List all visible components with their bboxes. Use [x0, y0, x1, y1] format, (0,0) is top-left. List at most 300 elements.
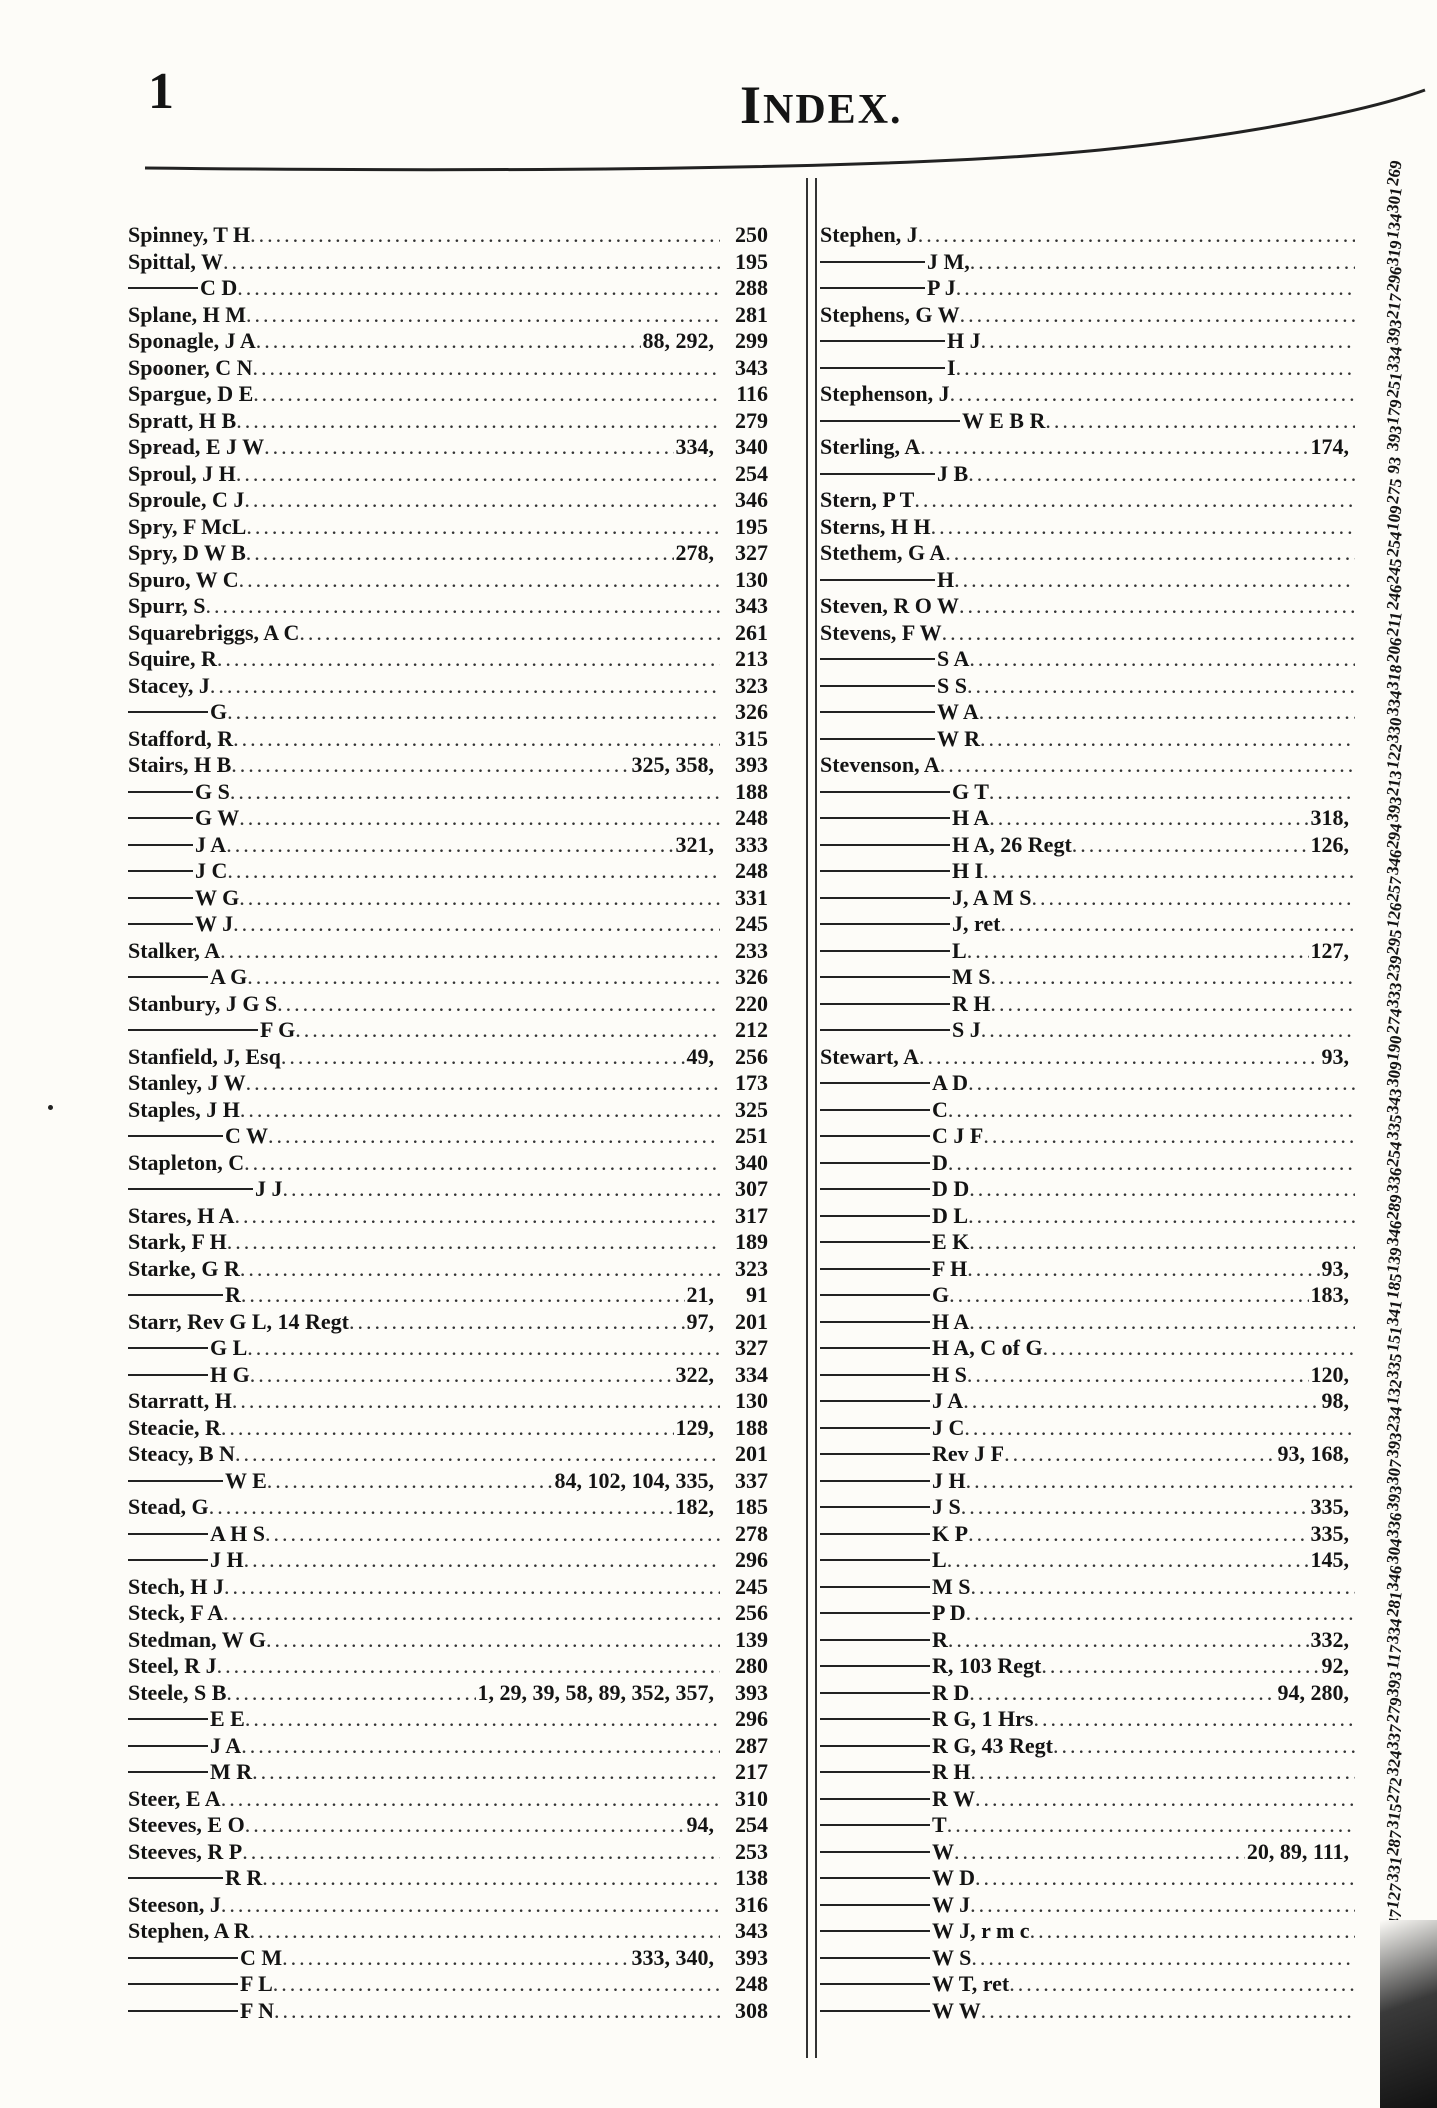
index-entry	[820, 1176, 1355, 1203]
entry-page: 333	[735, 831, 768, 857]
entry-name: H A, 26 Regt	[952, 831, 1072, 857]
ditto-dash	[820, 340, 945, 342]
leader-dots	[991, 964, 1356, 991]
entry-name: H G	[210, 1361, 250, 1387]
ditto-dash	[128, 976, 208, 978]
margin-page-number: 272	[1382, 1775, 1406, 1804]
margin-page-number: 343	[1382, 1086, 1406, 1115]
index-entry	[128, 540, 768, 567]
entry-page: 201	[735, 1308, 768, 1334]
entry-name: Spargue, D E	[128, 381, 254, 406]
entry-name: Steeves, E O	[128, 1812, 245, 1837]
leader-dots	[920, 434, 1308, 461]
leader-dots	[244, 487, 720, 514]
leader-dots	[1072, 832, 1309, 859]
entry-name: J J	[255, 1176, 283, 1201]
entry-page: 189	[735, 1229, 768, 1254]
ditto-dash	[820, 1374, 930, 1376]
entry-name: W T, ret	[932, 1971, 1010, 1996]
leader-dots	[975, 1865, 1355, 1892]
margin-page-number: 206	[1382, 635, 1406, 665]
leader-dots	[975, 1786, 1355, 1813]
entry-additional-pages: 93,	[1321, 1043, 1349, 1069]
entry-name: G L	[210, 1335, 248, 1360]
entry-name: Spittal, W	[128, 248, 223, 274]
index-entry	[820, 408, 1355, 435]
entry-additional-pages: 94,	[686, 1812, 714, 1837]
ditto-dash	[820, 1294, 930, 1296]
ditto-dash	[128, 1771, 208, 1773]
leader-dots	[1009, 1971, 1355, 1998]
entry-additional-pages: 88, 292,	[642, 328, 714, 353]
leader-dots	[268, 1123, 720, 1150]
entry-name: Stares, H A	[128, 1202, 235, 1228]
leader-dots	[281, 1044, 685, 1071]
leader-dots	[253, 355, 721, 382]
ditto-dash	[820, 473, 935, 475]
entry-name: Sponagle, J A	[128, 328, 256, 353]
leader-dots	[970, 249, 1355, 276]
entry-page: 188	[735, 1414, 768, 1440]
entry-name: Steck, F A	[128, 1600, 224, 1625]
entry-page: 279	[735, 407, 768, 433]
index-entry	[820, 487, 1355, 514]
entry-name: Stanley, J W	[128, 1070, 246, 1095]
leader-dots	[969, 1229, 1355, 1256]
entry-name: R	[932, 1626, 948, 1652]
index-entry	[128, 1733, 768, 1760]
entry-name: P D	[932, 1600, 966, 1625]
leader-dots	[226, 1680, 475, 1707]
entry-page: 326	[735, 699, 768, 724]
entry-name: J B	[937, 460, 969, 486]
margin-page-number: 393	[1382, 1483, 1406, 1513]
entry-name: H A	[952, 805, 990, 830]
entry-page: 310	[735, 1785, 768, 1811]
entry-page: 138	[735, 1865, 768, 1890]
index-entry	[820, 1812, 1355, 1839]
index-entry	[128, 487, 768, 514]
margin-page-number: 217	[1382, 291, 1406, 320]
leader-dots	[220, 938, 720, 965]
leader-dots	[968, 1070, 1355, 1097]
leader-dots	[956, 275, 1355, 302]
entry-page: 393	[735, 1679, 768, 1705]
index-entry	[128, 1017, 768, 1044]
leader-dots	[221, 1892, 720, 1919]
index-entry	[128, 514, 768, 541]
index-entry	[820, 1415, 1355, 1442]
entry-additional-pages: 94, 280,	[1277, 1679, 1349, 1705]
entry-additional-pages: 93,	[1321, 1255, 1349, 1281]
leader-dots	[349, 1309, 685, 1336]
entry-name: Steele, S B	[128, 1679, 227, 1705]
index-entry	[820, 752, 1355, 779]
index-entry	[128, 275, 768, 302]
entry-name: K P	[932, 1520, 969, 1546]
leader-dots	[968, 461, 1355, 488]
entry-page: 325	[735, 1096, 768, 1122]
index-entry	[128, 1229, 768, 1256]
index-entry	[820, 779, 1355, 806]
index-entry	[128, 1150, 768, 1177]
entry-name: Stafford, R	[128, 725, 234, 751]
leader-dots	[240, 1097, 720, 1124]
margin-page-number: 281	[1382, 1589, 1406, 1619]
leader-dots	[247, 1335, 720, 1362]
entry-page: 245	[735, 1573, 768, 1599]
entry-name: W E	[225, 1467, 267, 1493]
index-entry	[128, 1812, 768, 1839]
ditto-dash	[820, 1877, 930, 1879]
entry-name: Sterns, H H	[820, 513, 931, 539]
index-entry	[128, 1362, 768, 1389]
ditto-dash	[820, 923, 950, 925]
leader-dots	[221, 1415, 674, 1442]
leader-dots	[1031, 885, 1355, 912]
index-entry	[820, 593, 1355, 620]
leader-dots	[940, 752, 1355, 779]
margin-page-number: 190	[1382, 1033, 1406, 1062]
entry-page: 296	[735, 1706, 768, 1731]
entry-name: S S	[937, 672, 967, 698]
entry-name: A H S	[210, 1520, 266, 1546]
ditto-dash	[820, 579, 935, 581]
ditto-dash	[820, 1586, 930, 1588]
margin-page-number: 134	[1382, 211, 1406, 241]
leader-dots	[981, 1017, 1355, 1044]
margin-page-number: 319	[1382, 238, 1406, 267]
margin-page-number: 393	[1382, 1430, 1406, 1460]
index-entry	[820, 1335, 1355, 1362]
ditto-dash	[128, 2010, 238, 2012]
leader-dots	[991, 991, 1356, 1018]
entry-page: 316	[735, 1891, 768, 1917]
leader-dots	[250, 222, 720, 249]
margin-page-number: 336	[1382, 1165, 1406, 1195]
entry-page: 326	[735, 964, 768, 989]
margin-page-number: 346	[1382, 1218, 1406, 1248]
index-entry	[820, 461, 1355, 488]
entry-page: 299	[735, 328, 768, 353]
ditto-dash	[128, 1374, 208, 1376]
margin-page-number: 287	[1382, 1828, 1406, 1857]
entry-name: J A	[210, 1732, 242, 1758]
entry-additional-pages: 120,	[1310, 1361, 1349, 1387]
leader-dots	[256, 328, 641, 355]
index-entry	[820, 1786, 1355, 1813]
leader-dots	[1041, 1653, 1319, 1680]
entry-name: Sproule, C J	[128, 487, 245, 512]
index-entry	[820, 1309, 1355, 1336]
leader-dots	[245, 1706, 720, 1733]
leader-dots	[981, 1998, 1355, 2025]
entry-name: Sterling, A	[820, 434, 921, 459]
ditto-dash	[820, 1559, 930, 1561]
entry-name: G S	[195, 778, 230, 804]
margin-page-number: 245	[1382, 556, 1406, 585]
index-entry	[820, 567, 1355, 594]
index-entry	[820, 620, 1355, 647]
margin-page-number: 151	[1382, 1324, 1406, 1354]
entry-name: L	[932, 1547, 947, 1572]
index-entry	[820, 1123, 1355, 1150]
index-entry	[820, 1706, 1355, 1733]
leader-dots	[230, 779, 720, 806]
leader-dots	[241, 1733, 720, 1760]
index-entry	[820, 1017, 1355, 1044]
entry-name: Spry, D W B	[128, 540, 246, 565]
margin-page-number: 179	[1382, 397, 1406, 426]
entry-name: Stech, H J	[128, 1573, 224, 1599]
entry-additional-pages: 21,	[686, 1282, 714, 1307]
leader-dots	[959, 593, 1355, 620]
leader-dots	[264, 434, 673, 461]
ditto-dash	[820, 1612, 930, 1614]
ditto-dash	[820, 1692, 930, 1694]
entry-additional-pages: 92,	[1321, 1653, 1349, 1678]
ditto-dash	[128, 1188, 253, 1190]
entry-name: J H	[932, 1467, 966, 1493]
margin-page-number: 126	[1382, 900, 1406, 930]
entry-name: Spry, F McL	[128, 513, 247, 539]
entry-page: 253	[735, 1838, 768, 1864]
margin-page-number: 127	[1382, 1881, 1406, 1910]
entry-page: 188	[735, 778, 768, 804]
entry-page: 116	[736, 381, 768, 406]
leader-dots	[967, 938, 1309, 965]
leader-dots	[950, 381, 1355, 408]
entry-page: 217	[735, 1759, 768, 1784]
leader-dots	[239, 805, 720, 832]
leader-dots	[971, 1574, 1356, 1601]
index-entry	[128, 302, 768, 329]
entry-name: J S	[932, 1494, 961, 1519]
ditto-dash	[128, 1877, 223, 1879]
entry-page: 307	[735, 1176, 768, 1201]
ditto-dash	[820, 1029, 950, 1031]
leader-dots	[968, 1203, 1355, 1230]
entry-page: 250	[735, 222, 768, 247]
leader-dots	[227, 699, 720, 726]
entry-name: D	[932, 1149, 948, 1175]
ditto-dash	[128, 817, 193, 819]
entry-name: D D	[932, 1176, 970, 1201]
entry-name: J, ret	[952, 911, 1001, 936]
margin-page-number: 296	[1382, 264, 1406, 294]
ditto-dash	[820, 1798, 930, 1800]
index-entry	[128, 832, 768, 859]
entry-page: 245	[735, 911, 768, 936]
index-entry	[128, 328, 768, 355]
ditto-dash	[128, 711, 208, 713]
ditto-dash	[128, 1029, 258, 1031]
entry-additional-pages: 333, 340,	[631, 1944, 714, 1970]
entry-name: R D	[932, 1679, 970, 1705]
entry-name: C J F	[932, 1123, 984, 1148]
entry-additional-pages: 174,	[1310, 434, 1349, 459]
ditto-dash	[820, 1109, 930, 1111]
ditto-dash	[820, 1930, 930, 1932]
entry-name: Stern, P T	[820, 487, 915, 512]
entry-name: W	[932, 1838, 954, 1864]
margin-page-number: 334	[1382, 1616, 1406, 1645]
ditto-dash	[128, 923, 193, 925]
entry-page: 393	[735, 1944, 768, 1970]
ditto-dash	[820, 685, 935, 687]
index-entry	[128, 1547, 768, 1574]
entry-name: Staples, J H	[128, 1096, 240, 1122]
index-entry	[128, 620, 768, 647]
entry-name: Stanfield, J, Esq	[128, 1043, 281, 1069]
leader-dots	[227, 1229, 720, 1256]
entry-page: 323	[735, 672, 768, 698]
index-entry	[128, 1945, 768, 1972]
entry-name: Steacie, R	[128, 1414, 221, 1440]
leader-dots	[948, 1150, 1355, 1177]
ditto-dash	[820, 1957, 930, 1959]
entry-name: S A	[937, 646, 970, 671]
margin-page-number: 251	[1382, 370, 1406, 400]
index-entry	[128, 726, 768, 753]
ditto-dash	[820, 1533, 930, 1535]
leader-dots	[979, 699, 1355, 726]
entry-additional-pages: 182,	[675, 1494, 714, 1519]
leader-dots	[283, 1176, 721, 1203]
entry-name: Steeves, R P	[128, 1838, 243, 1864]
margin-page-number: 254	[1382, 1139, 1406, 1168]
entry-page: 327	[735, 540, 768, 565]
leader-dots	[989, 779, 1355, 806]
entry-additional-pages: 335,	[1310, 1520, 1349, 1546]
ditto-dash	[820, 1003, 950, 1005]
entry-page: 139	[735, 1626, 768, 1652]
index-entry	[128, 461, 768, 488]
entry-page: 343	[735, 593, 768, 618]
margin-page-number: 109	[1382, 503, 1406, 532]
entry-additional-pages: 97,	[686, 1308, 714, 1334]
index-entry	[128, 381, 768, 408]
entry-name: Spinney, T H	[128, 222, 251, 247]
entry-page: 308	[735, 1997, 768, 2023]
leader-dots	[282, 1945, 629, 1972]
leader-dots	[971, 1945, 1355, 1972]
ditto-dash	[128, 1347, 208, 1349]
index-entry	[820, 885, 1355, 912]
ditto-dash	[820, 1904, 930, 1906]
entry-name: D L	[932, 1202, 969, 1228]
entry-name: Starratt, H	[128, 1388, 232, 1413]
index-entry	[128, 1044, 768, 1071]
margin-page-number: 211	[1382, 609, 1406, 638]
leader-dots	[240, 1256, 720, 1283]
leader-dots	[966, 1468, 1355, 1495]
leader-dots	[967, 673, 1355, 700]
index-entry	[128, 1627, 768, 1654]
margin-page-number: 246	[1382, 582, 1406, 612]
leader-dots	[223, 1600, 720, 1627]
entry-name: Spooner, C N	[128, 354, 253, 380]
leader-dots	[1053, 1733, 1355, 1760]
index-entry	[820, 1971, 1355, 1998]
entry-name: R H	[932, 1759, 971, 1784]
entry-page: 343	[735, 1918, 768, 1943]
index-entry	[820, 540, 1355, 567]
index-entry	[820, 381, 1355, 408]
entry-name: Stephen, J	[820, 222, 918, 247]
margin-page-number: 330	[1382, 715, 1406, 744]
margin-page-number: 301	[1382, 185, 1406, 214]
margin-page-number: 393	[1382, 1669, 1406, 1698]
index-entry	[820, 355, 1355, 382]
leader-dots	[239, 885, 720, 912]
right-margin-page-numbers	[1375, 160, 1415, 1962]
index-entry	[820, 964, 1355, 991]
entry-name: Stethem, G A	[820, 540, 946, 565]
entry-page: 233	[735, 937, 768, 963]
leader-dots	[299, 620, 720, 647]
index-entry	[820, 1653, 1355, 1680]
entry-name: G	[932, 1282, 950, 1307]
index-entry	[128, 1653, 768, 1680]
ditto-dash	[820, 1506, 930, 1508]
margin-page-number: 239	[1382, 953, 1406, 983]
ditto-dash	[820, 367, 945, 369]
index-entry	[820, 1759, 1355, 1786]
leader-dots	[969, 1309, 1355, 1336]
margin-page-number: 295	[1382, 927, 1406, 956]
margin-page-number: 315	[1382, 1801, 1406, 1831]
entry-name: A D	[932, 1070, 969, 1095]
margin-page-number: 289	[1382, 1192, 1406, 1221]
leader-dots	[1043, 1335, 1355, 1362]
entry-name: W E B R	[962, 407, 1046, 433]
leader-dots	[246, 540, 674, 567]
index-entry	[128, 355, 768, 382]
entry-name: W R	[937, 725, 980, 751]
leader-dots	[1004, 1441, 1275, 1468]
ditto-dash	[820, 1851, 930, 1853]
leader-dots	[967, 1256, 1319, 1283]
entry-name: Squire, R	[128, 646, 217, 671]
ditto-dash	[820, 950, 950, 952]
leader-dots	[210, 673, 720, 700]
leader-dots	[966, 1600, 1355, 1627]
leader-dots	[245, 1812, 685, 1839]
ditto-dash	[820, 1824, 930, 1826]
entry-name: R R	[225, 1865, 263, 1890]
index-entry	[820, 222, 1355, 249]
index-entry	[820, 1097, 1355, 1124]
index-entry	[820, 275, 1355, 302]
index-entry	[820, 938, 1355, 965]
entry-name: Spread, E J W	[128, 434, 265, 459]
index-entry	[128, 673, 768, 700]
index-entry	[820, 1229, 1355, 1256]
ditto-dash	[820, 1983, 930, 1985]
margin-page-number: 275	[1382, 476, 1406, 506]
index-entry	[128, 1521, 768, 1548]
margin-page-number: 117	[1382, 1643, 1406, 1671]
ditto-dash	[820, 420, 960, 422]
margin-page-number: 334	[1382, 344, 1406, 373]
entry-name: Squarebriggs, A C	[128, 619, 300, 645]
margin-page-number: 122	[1382, 741, 1406, 771]
entry-name: Stead, G	[128, 1494, 209, 1519]
leader-dots	[247, 964, 720, 991]
ditto-dash	[820, 1771, 930, 1773]
column-divider	[806, 178, 817, 2058]
